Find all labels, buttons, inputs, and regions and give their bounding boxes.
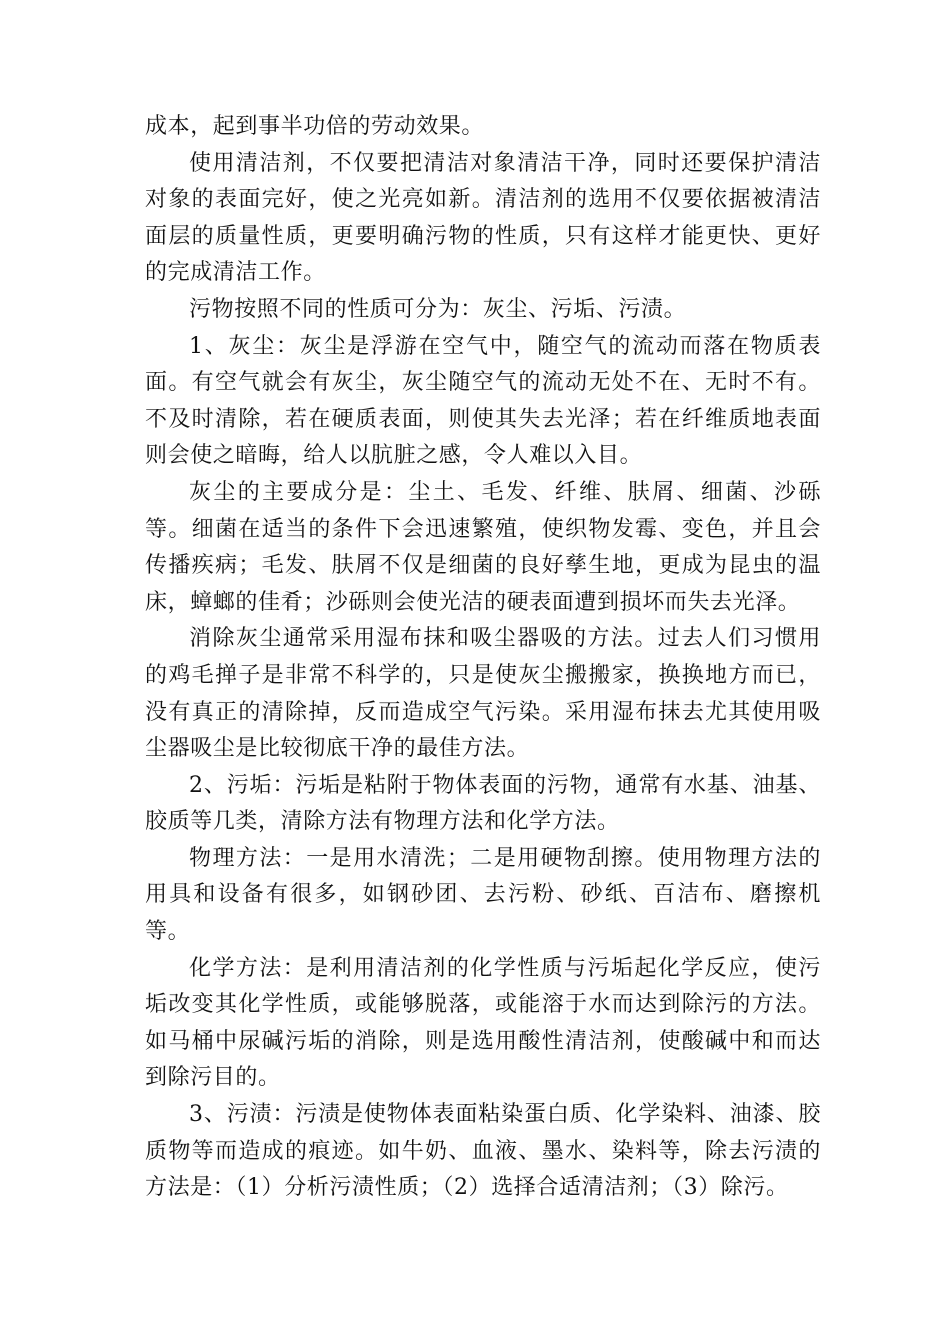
paragraph-dust-removal: 消除灰尘通常采用湿布抹和吸尘器吸的方法。过去人们习惯用的鸡毛掸子是非常不科学的，只是使灰尘搬搬家，换换地方而已，没有真正的清除掉，反而造成空气污染。采用湿布抹去尤其使用吸尘器吸尘是比较彻底干净的最佳方法。 (145, 626, 821, 762)
paragraph-grime: 2、污垢：污垢是粘附于物体表面的污物，通常有水基、油基、胶质等几类，清除方法有物理方法和化学方法。 (145, 772, 821, 835)
paragraph-cleaning-agent-usage: 使用清洁剂，不仅要把清洁对象清洁干净，同时还要保护清洁对象的表面完好，使之光亮如新。清洁剂的选用不仅要依据被清洁面层的质量性质，更要明确污物的性质，只有这样才能更快、更好的完成清洁工作。 (145, 150, 821, 286)
paragraph-stains: 3、污渍：污渍是使物体表面粘染蛋白质、化学染料、油漆、胶质物等而造成的痕迹。如牛奶、血液、墨水、染料等，除去污渍的方法是：（1）分析污渍性质；（2）选择合适清洁剂；（3）除污。 (145, 1102, 821, 1201)
paragraph-dust-composition: 灰尘的主要成分是：尘土、毛发、纤维、肤屑、细菌、沙砾等。细菌在适当的条件下会迅速繁殖，使织物发霉、变色，并且会传播疾病；毛发、肤屑不仅是细菌的良好孳生地，更成为昆虫的温床，蟑螂的佳肴；沙砾则会使光洁的硬表面遭到损坏而失去光泽。 (145, 479, 821, 615)
paragraph-dust: 1、灰尘：灰尘是浮游在空气中，随空气的流动而落在物质表面。有空气就会有灰尘，灰尘随空气的流动无处不在、无时不有。不及时清除，若在硬质表面，则使其失去光泽；若在纤维质地表面则会使之暗晦，给人以肮脏之感，令人难以入目。 (145, 333, 821, 469)
paragraph-continuation: 成本，起到事半功倍的劳动效果。 (145, 114, 485, 139)
paragraph-dirt-classification: 污物按照不同的性质可分为：灰尘、污垢、污渍。 (189, 296, 687, 322)
document-body (145, 109, 821, 1207)
paragraph-chemical-method: 化学方法：是利用清洁剂的化学性质与污垢起化学反应，使污垢改变其化学性质，或能够脱落，或能溶于水而达到除污的方法。如马桶中尿碱污垢的消除，则是选用酸性清洁剂，使酸碱中和而达到除污目的。 (145, 955, 821, 1091)
paragraph-physical-method: 物理方法：一是用水清洗；二是用硬物刮擦。使用物理方法的用具和设备有很多，如钢砂团、去污粉、砂纸、百洁布、磨擦机等。 (145, 845, 821, 945)
